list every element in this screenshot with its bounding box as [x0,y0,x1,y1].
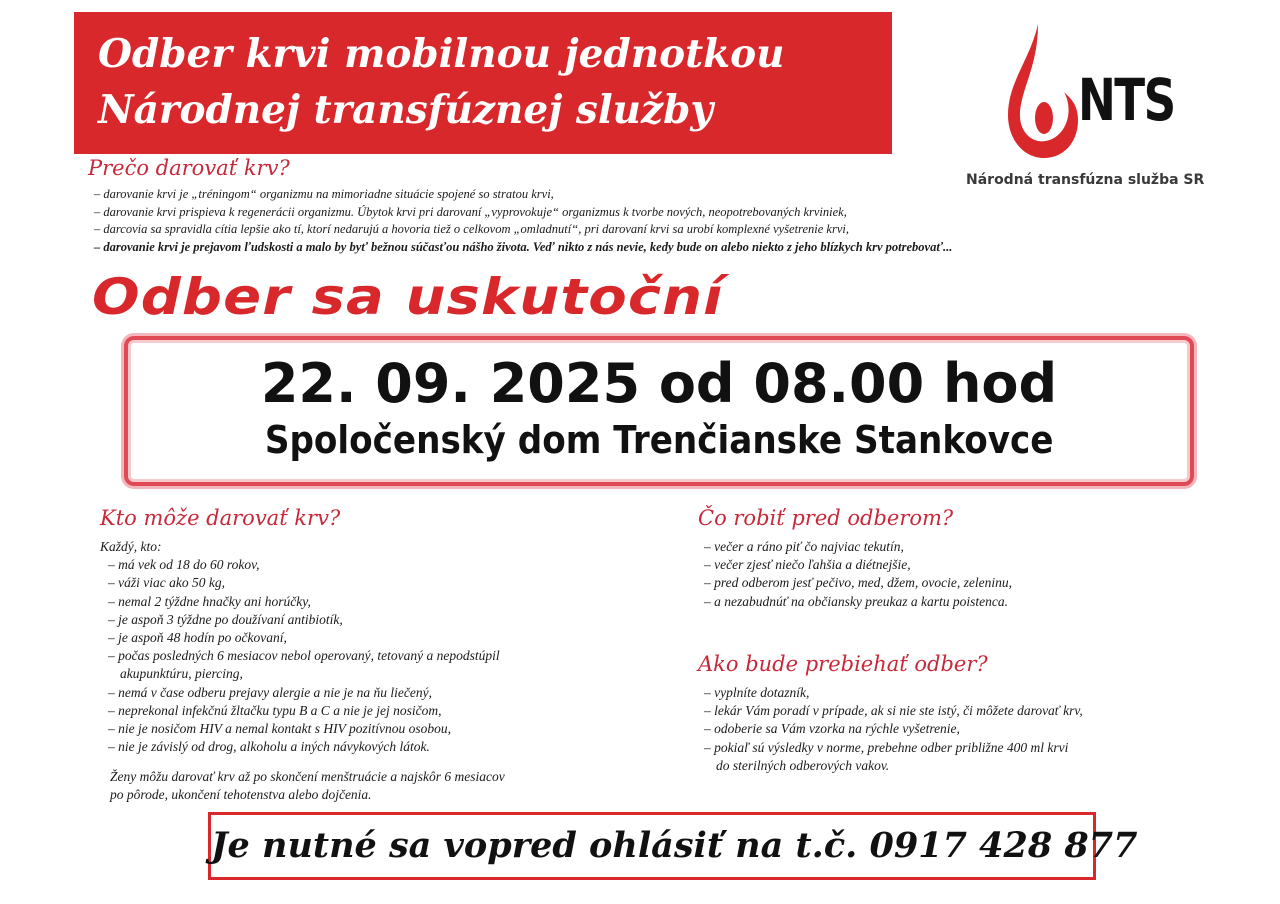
who-item: – nemá v čase odberu prejavy alergie a nie je na ňu liečený, [108,684,433,700]
who-item: akupunktúru, piercing, [120,666,243,682]
who-heading: Kto môže darovať krv? [100,506,341,530]
process-item: – odoberie sa Vám vzorka na rýchle vyšetrenie, [704,721,960,737]
before-list [704,538,1012,611]
process-heading: Ako bude prebiehať odber? [698,652,988,676]
who-item: – je aspoň 48 hodín po očkovaní, [108,630,287,646]
who-note-line: po pôrode, ukončení tehotenstva alebo dojčenia. [110,787,372,803]
why-item: – darovanie krvi je „tréningom“ organizmu na mimoriadne situácie spojené so stratou krvi, [94,187,554,201]
contact-box [208,812,1138,880]
process-item: – pokiaľ sú výsledky v norme, prebehne odber približne 400 ml krvi [704,739,1069,755]
logo-mark: NTS [1078,66,1175,134]
title-line-2: Národnej transfúznej služby [98,87,714,133]
process-list [704,684,1083,775]
before-item: – a nezabudnúť na občiansky preukaz a kartu poistenca. [704,593,1008,609]
logo-subtitle: Národná transfúzna služba SR [966,172,1205,188]
who-item: – nemal 2 týždne hnačky ani horúčky, [108,593,311,609]
before-heading: Čo robiť pred odberom? [698,506,954,530]
title-line-1: Odber krvi mobilnou jednotkou [98,31,785,77]
event-datetime: 22. 09. 2025 od 08.00 hod [260,352,1058,415]
title-banner [74,12,892,154]
why-heading: Prečo darovať krv? [88,156,290,180]
process-item: – lekár Vám poradí v prípade, ak si nie ste istý, či môžete darovať krv, [704,703,1083,719]
who-item: – nie je nosičom HIV a nemal kontakt s HIV pozitívnou osobou, [108,721,451,737]
before-item: – večer a ráno piť čo najviac tekutín, [704,539,904,554]
who-item: – nie je závislý od drog, alkoholu a iných návykových látok. [108,739,430,755]
who-item: – počas posledných 6 mesiacov nebol operovaný, tetovaný a nepodstúpil [108,648,500,664]
who-item: – neprekonal infekčnú žltačku typu B a C a nie je jej nosičom, [108,702,442,718]
who-note [110,768,505,804]
process-item: do sterilných odberových vakov. [716,757,890,773]
why-item: – darovanie krvi prispieva k regenerácii organizmu. Úbytok krvi pri darovaní „vyprovokuje“ organizmus k tvorbe nových, neopotrebovaných krviniek, [94,204,847,219]
who-item: – má vek od 18 do 60 rokov, [108,557,260,573]
why-list [94,186,952,256]
why-item: – darovanie krvi je prejavom ľudskosti a malo by byť bežnou súčasťou nášho života. Veď nikto z nás nevie, kedy bude on alebo niekto z jeho blízkych krv potrebovať... [94,239,953,254]
why-item: – darcovia sa spravidla cítia lepšie ako tí, ktorí nedarujú a hovoria tiež o celkovom „omladnutí“, pri darovaní krvi sa urobí komplexné vyšetrenie krvi, [94,222,849,236]
process-item: – vyplníte dotazník, [704,685,810,700]
before-item: – večer zjesť niečo ľahšia a diétnejšie, [704,557,911,573]
event-heading: Odber sa uskutoční [92,268,724,326]
who-item: – je aspoň 3 týždne po doužívaní antibiotík, [108,611,343,627]
event-place: Spoločenský dom Trenčianske Stankovce [264,418,1054,462]
who-note-line: Ženy môžu darovať krv až po skončení menštruácie a najskôr 6 mesiacov [110,769,505,784]
contact-text: Je nutné sa vopred ohlásiť na t.č. 0917 428 877 [211,825,1138,866]
event-box [124,336,1194,486]
who-list [100,538,500,756]
who-item: – váži viac ako 50 kg, [108,575,225,591]
before-item: – pred odberom jesť pečivo, med, džem, ovocie, zeleninu, [704,575,1012,591]
who-intro: Každý, kto: [100,539,162,554]
